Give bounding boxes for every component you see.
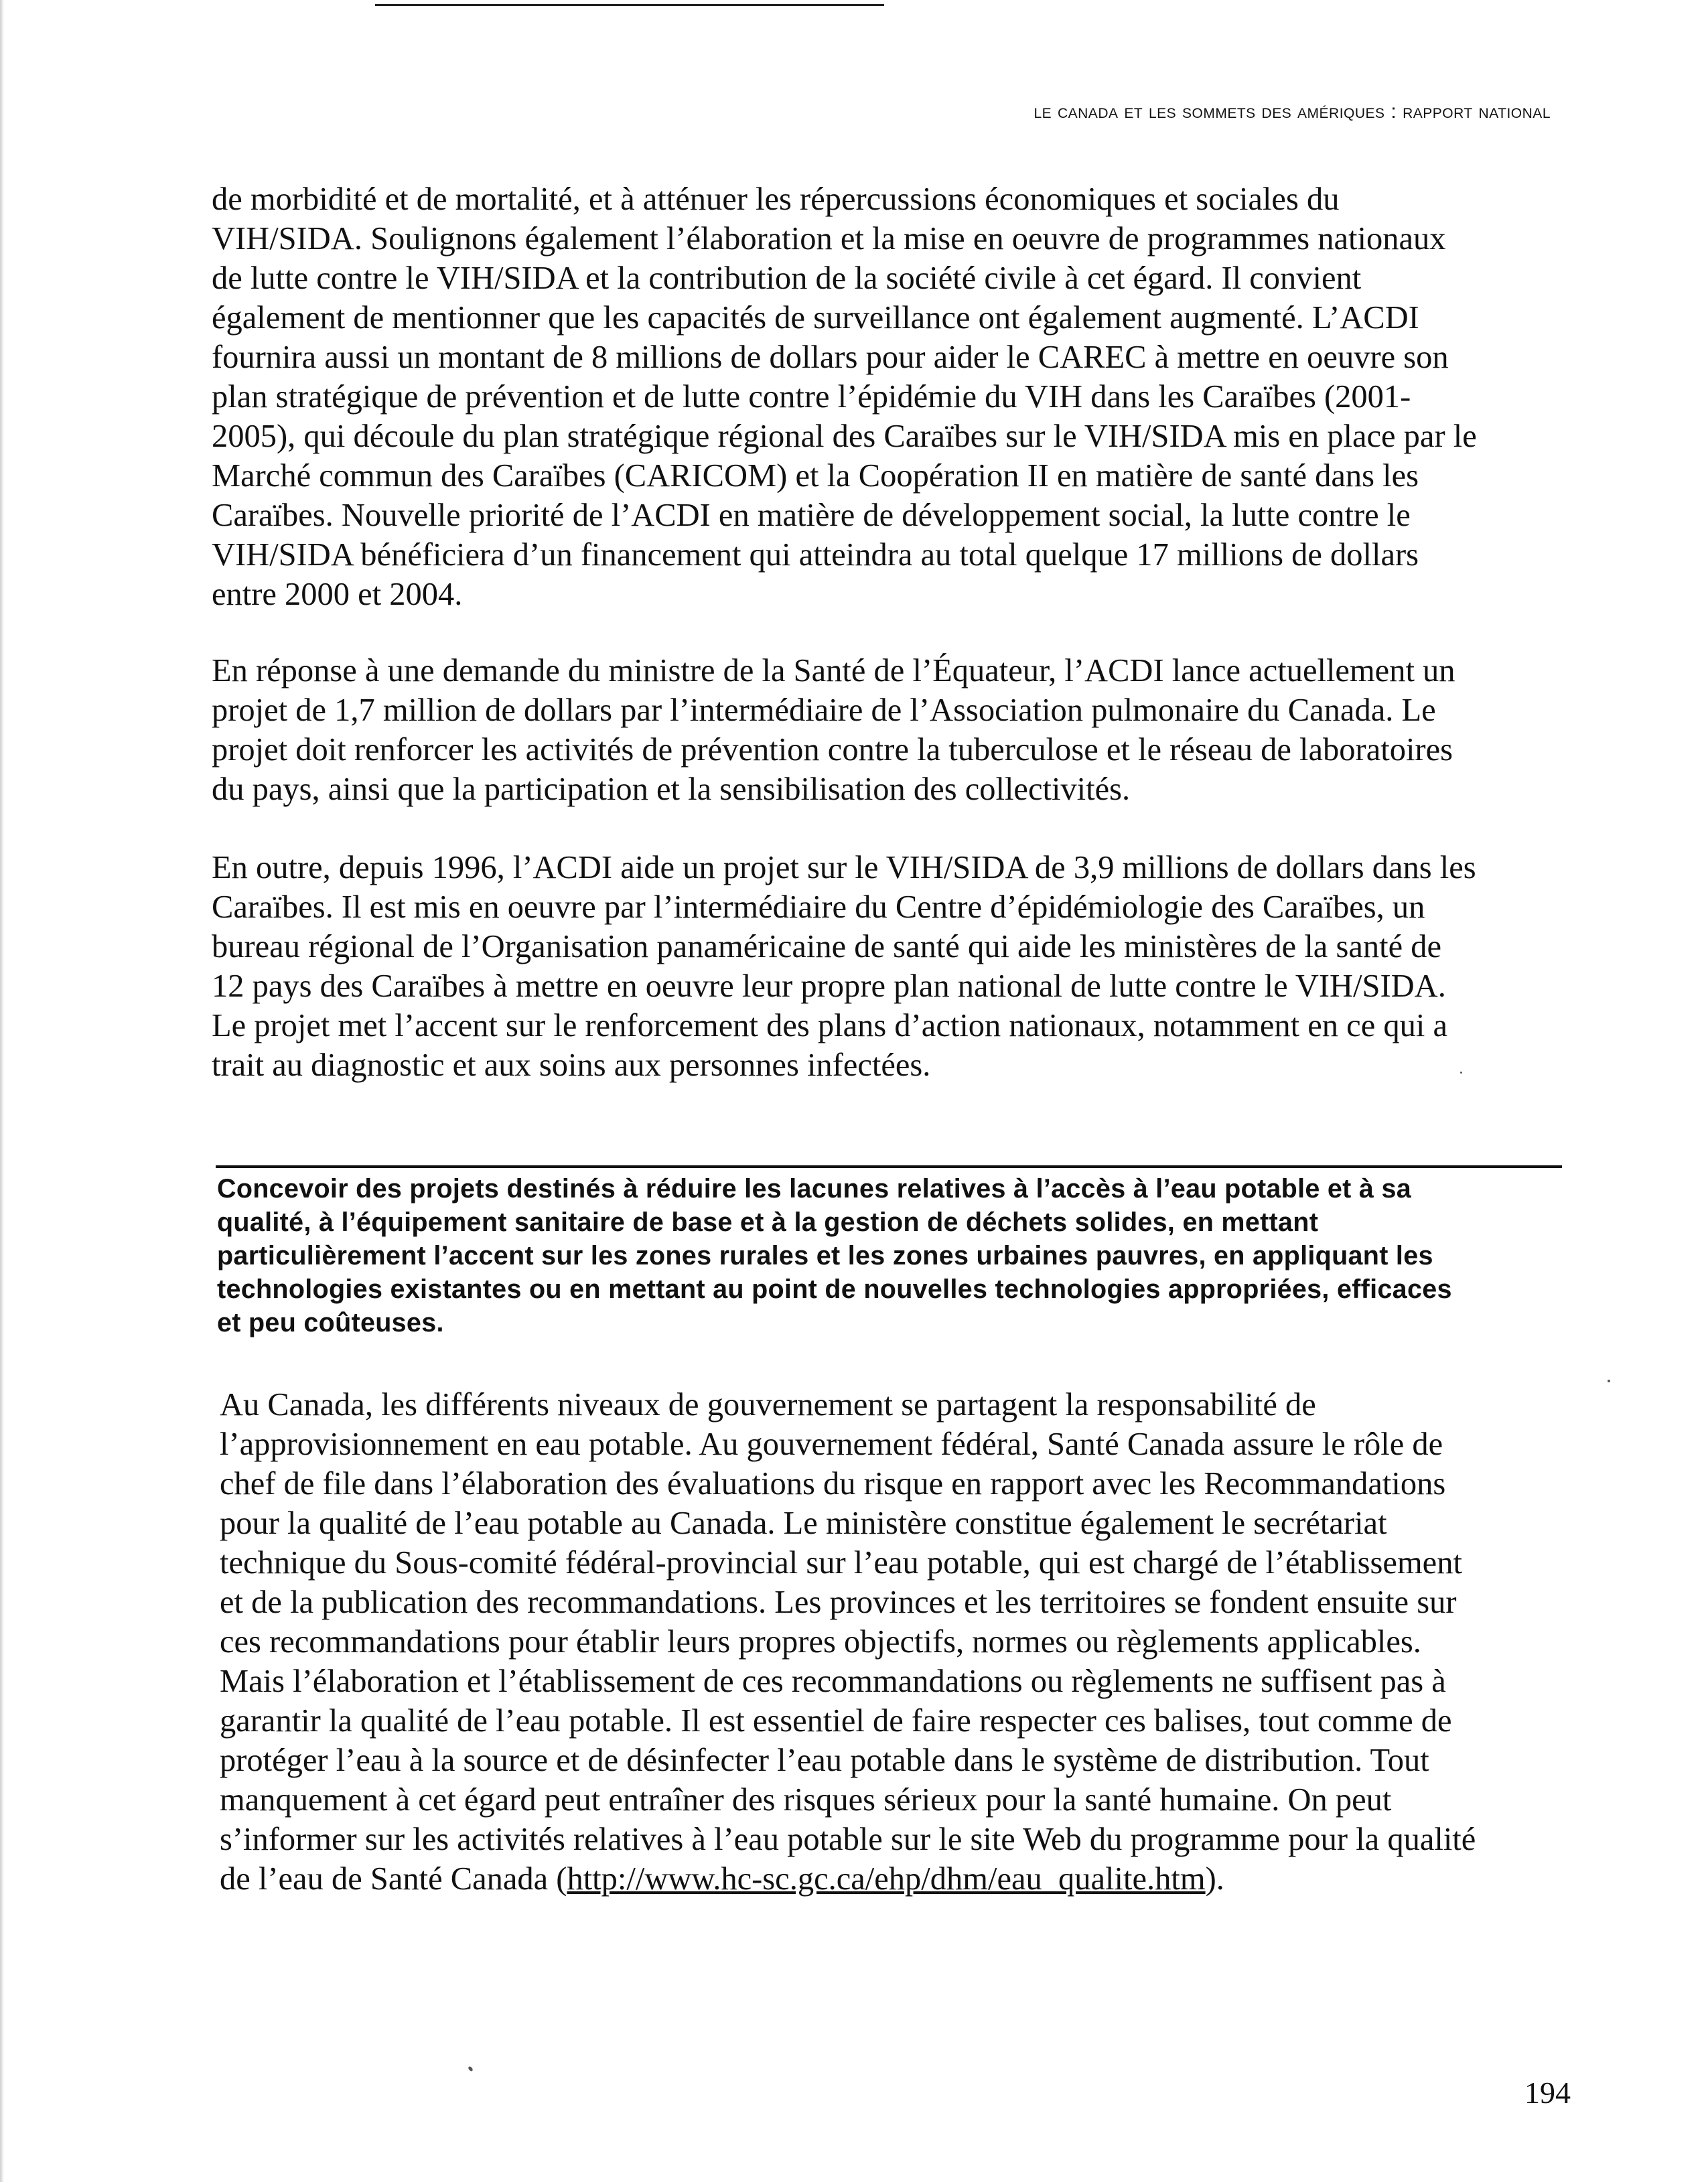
paragraph-hiv-aids-funding-line: de lutte contre le VIH/SIDA et la contribution de la société civile à cet égard. Il convient [212, 261, 1362, 296]
paragraph-hiv-aids-funding-line: 2005), qui découle du plan stratégique régional des Caraïbes sur le VIH/SIDA mis en place par le [212, 419, 1477, 454]
paragraph-drinking-water-canada-line: chef de file dans l’élaboration des évaluations du risque en rapport avec les Recommandations [220, 1466, 1446, 1502]
page-number: 194 [1524, 2076, 1571, 2110]
section-heading-line: et peu coûteuses. [217, 1308, 444, 1337]
paragraph-drinking-water-canada-line: protéger l’eau à la source et de désinfecter l’eau potable dans le système de distribution. Tout [220, 1743, 1429, 1778]
top-scan-rule [375, 4, 884, 6]
paragraph-caribbean-hiv-project-line: 12 pays des Caraïbes à mettre en oeuvre leur propre plan national de lutte contre le VIH/SIDA. [212, 968, 1446, 1004]
section-heading-line: particulièrement l’accent sur les zones rurales et les zones urbaines pauvres, en appliquant les [217, 1241, 1433, 1270]
paragraph-caribbean-hiv-project [212, 848, 1559, 1085]
paragraph-ecuador-tuberculosis-line: projet de 1,7 million de dollars par l’intermédiaire de l’Association pulmonaire du Canada. Le [212, 693, 1436, 728]
paragraph-hiv-aids-funding-line: plan stratégique de prévention et de lutte contre l’épidémie du VIH dans les Caraïbes (2001- [212, 379, 1411, 415]
paragraph-drinking-water-canada-line: l’approvisionnement en eau potable. Au gouvernement fédéral, Santé Canada assure le rôle de [220, 1427, 1443, 1462]
paragraph-drinking-water-canada-line: garantir la qualité de l’eau potable. Il est essentiel de faire respecter ces balises, tout comme de [220, 1703, 1452, 1739]
paragraph-caribbean-hiv-project-line: Le projet met l’accent sur le renforcement des plans d’action nationaux, notamment en ce qui a [212, 1008, 1447, 1043]
running-header-text: le canada et les sommets des amériques : rapport national [1034, 100, 1551, 123]
paragraph-ecuador-tuberculosis-line: du pays, ainsi que la participation et la sensibilisation des collectivités. [212, 772, 1131, 807]
paragraph-hiv-aids-funding-line: de morbidité et de mortalité, et à atténuer les répercussions économiques et sociales du [212, 181, 1340, 217]
scan-edge-shadow [0, 0, 4, 2182]
section-heading-line: Concevoir des projets destinés à réduire les lacunes relatives à l’accès à l’eau potable et à sa [217, 1174, 1411, 1204]
paragraph-drinking-water-canada-line: Mais l’élaboration et l’établissement de ces recommandations ou règlements ne suffisent pas à [220, 1664, 1446, 1699]
section-heading-line: qualité, à l’équipement sanitaire de base et à la gestion de déchets solides, en mettant [217, 1208, 1319, 1237]
health-canada-water-link[interactable]: http://www.hc-sc.gc.ca/ehp/dhm/eau_qualite.htm [567, 1861, 1206, 1897]
paragraph-drinking-water-canada-line: technique du Sous-comité fédéral-provincial sur l’eau potable, qui est chargé de l’établissement [220, 1545, 1462, 1581]
paragraph-hiv-aids-funding-line: VIH/SIDA. Soulignons également l’élaboration et la mise en oeuvre de programmes nationaux [212, 221, 1446, 257]
section-heading-line: technologies existantes ou en mettant au point de nouvelles technologies appropriées, efficaces [217, 1275, 1452, 1304]
paragraph-drinking-water-canada-line: s’informer sur les activités relatives à l’eau potable sur le site Web du programme pour la qualité [220, 1822, 1476, 1857]
paragraph-hiv-aids-funding-line: également de mentionner que les capacités de surveillance ont également augmenté. L’ACDI [212, 300, 1419, 336]
paragraph-ecuador-tuberculosis [212, 651, 1559, 809]
paragraph-caribbean-hiv-project-line: En outre, depuis 1996, l’ACDI aide un projet sur le VIH/SIDA de 3,9 millions de dollars dans les [212, 850, 1476, 885]
paragraph-hiv-aids-funding [212, 179, 1559, 614]
paragraph-drinking-water-canada-line: manquement à cet égard peut entraîner des risques sérieux pour la santé humaine. On peut [220, 1782, 1392, 1818]
paragraph-hiv-aids-funding-line: VIH/SIDA bénéficiera d’un financement qui atteindra au total quelque 17 millions de dollars [212, 537, 1419, 573]
paragraph-drinking-water-canada [220, 1385, 1561, 1899]
paragraph-drinking-water-canada-line: ces recommandations pour établir leurs propres objectifs, normes ou règlements applicables. [220, 1624, 1421, 1660]
running-header [1034, 100, 1551, 123]
paragraph-ecuador-tuberculosis-line: projet doit renforcer les activités de prévention contre la tuberculose et le réseau de laboratoires [212, 732, 1453, 768]
paragraph-caribbean-hiv-project-line: Caraïbes. Il est mis en oeuvre par l’intermédiaire du Centre d’épidémiologie des Caraïbes, un [212, 889, 1425, 925]
paragraph-drinking-water-canada-line: et de la publication des recommandations. Les provinces et les territoires se fondent ensuite sur [220, 1585, 1457, 1620]
paragraph-drinking-water-canada-line: Au Canada, les différents niveaux de gouvernement se partagent la responsabilité de [220, 1387, 1316, 1423]
paragraph-hiv-aids-funding-line: fournira aussi un montant de 8 millions de dollars pour aider le CAREC à mettre en oeuvre son [212, 340, 1449, 375]
section-heading-water-sanitation [217, 1172, 1562, 1339]
paragraph-hiv-aids-funding-line: Marché commun des Caraïbes (CARICOM) et la Coopération II en matière de santé dans les [212, 458, 1419, 494]
scan-speck [468, 2065, 474, 2071]
paragraph-drinking-water-canada-line-end: ). [1205, 1861, 1224, 1897]
scan-speck [1608, 1380, 1610, 1382]
paragraph-drinking-water-canada-line: pour la qualité de l’eau potable au Canada. Le ministère constitue également le secrétariat [220, 1506, 1387, 1541]
scan-speck [1460, 1072, 1462, 1074]
paragraph-caribbean-hiv-project-line: trait au diagnostic et aux soins aux personnes infectées. [212, 1047, 931, 1083]
section-divider [216, 1165, 1562, 1168]
paragraph-drinking-water-canada-line: de l’eau de Santé Canada ( [220, 1861, 567, 1897]
paragraph-hiv-aids-funding-line: entre 2000 et 2004. [212, 577, 463, 612]
paragraph-ecuador-tuberculosis-line: En réponse à une demande du ministre de la Santé de l’Équateur, l’ACDI lance actuellement un [212, 653, 1455, 688]
paragraph-hiv-aids-funding-line: Caraïbes. Nouvelle priorité de l’ACDI en matière de développement social, la lutte contre le [212, 498, 1411, 533]
paragraph-caribbean-hiv-project-line: bureau régional de l’Organisation panaméricaine de santé qui aide les ministères de la santé de [212, 929, 1442, 964]
